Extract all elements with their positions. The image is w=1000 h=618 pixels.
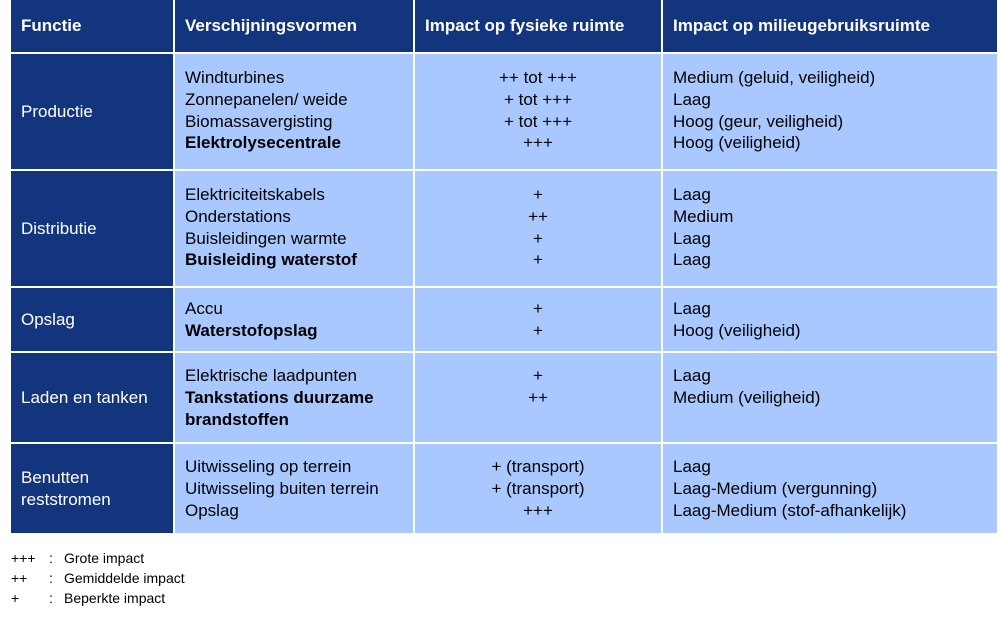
- physical-impact: ++ tot +++: [499, 68, 577, 87]
- physical-impact: +: [533, 250, 543, 270]
- form-item: brandstoffen: [185, 409, 289, 429]
- form-item: Waterstofopslag: [185, 320, 318, 340]
- physical-impact-cell: [415, 288, 663, 353]
- physical-impact: +: [533, 366, 543, 385]
- env-impact-cell: [663, 171, 997, 288]
- env-impact: Hoog (veiligheid): [673, 133, 801, 153]
- function-cell: Productie: [11, 54, 175, 171]
- physical-impact: + (transport): [491, 457, 585, 476]
- env-impact: Laag: [673, 228, 711, 248]
- physical-impact: +: [533, 299, 543, 318]
- form-item: Buisleiding waterstof: [185, 250, 357, 270]
- env-impact: Laag: [673, 89, 711, 109]
- physical-impact-cell: [415, 353, 663, 444]
- legend-label: Gemiddelde impact: [64, 570, 185, 586]
- form-item: Accu: [185, 299, 223, 318]
- legend-symbol: ++: [11, 570, 28, 586]
- legend-symbol: +: [11, 590, 20, 606]
- env-impact: Laag: [673, 457, 711, 476]
- legend-item: [11, 588, 185, 608]
- header-functie: Functie: [11, 0, 175, 54]
- forms-cell: [175, 353, 415, 444]
- env-impact: Laag-Medium (stof-afhankelijk): [673, 500, 907, 520]
- function-cell: [11, 444, 175, 535]
- legend-symbol: +++: [11, 550, 36, 566]
- form-item: Zonnepanelen/ weide: [185, 89, 348, 109]
- legend-item: [11, 548, 185, 568]
- form-item: Uitwisseling buiten terrein: [185, 478, 379, 498]
- physical-impact: ++: [528, 206, 548, 226]
- physical-impact: ++: [528, 387, 548, 407]
- legend: [11, 548, 185, 608]
- form-item: Tankstations duurzame: [185, 387, 374, 407]
- table-row: [11, 353, 997, 444]
- physical-impact: +: [533, 320, 543, 340]
- env-impact: Medium (veiligheid): [673, 387, 821, 407]
- form-item: Onderstations: [185, 206, 291, 226]
- physical-impact: +: [533, 185, 543, 204]
- forms-cell: [175, 171, 415, 288]
- table-row: [11, 54, 997, 171]
- form-item: Elektriciteitskabels: [185, 185, 325, 204]
- env-impact-cell: [663, 288, 997, 353]
- header-impact-fysieke-ruimte: Impact op fysieke ruimte: [415, 0, 663, 54]
- env-impact: Laag: [673, 366, 711, 385]
- forms-cell: [175, 288, 415, 353]
- legend-separator: :: [49, 550, 53, 566]
- form-item: Windturbines: [185, 68, 285, 87]
- env-impact: Laag: [673, 299, 711, 318]
- function-cell: Laden en tanken: [11, 353, 175, 444]
- function-label: Benutten reststromen: [21, 467, 111, 509]
- legend-separator: :: [49, 570, 53, 586]
- physical-impact-cell: [415, 444, 663, 535]
- env-impact-cell: [663, 353, 997, 444]
- header-verschijningsvormen: Verschijningsvormen: [175, 0, 415, 54]
- env-impact: Medium: [673, 206, 734, 226]
- forms-cell: [175, 444, 415, 535]
- physical-impact: + tot +++: [503, 111, 573, 131]
- table-row: [11, 444, 997, 535]
- form-item: Elektrische laadpunten: [185, 366, 358, 385]
- env-impact: Laag-Medium (vergunning): [673, 478, 878, 498]
- form-item: Opslag: [185, 500, 239, 520]
- env-impact-cell: [663, 54, 997, 171]
- form-item: Buisleidingen warmte: [185, 228, 347, 248]
- env-impact: Medium (geluid, veiligheid): [673, 68, 876, 87]
- physical-impact: +: [533, 228, 543, 248]
- physical-impact: + (transport): [491, 478, 585, 498]
- physical-impact-cell: [415, 171, 663, 288]
- forms-cell: [175, 54, 415, 171]
- function-cell: Opslag: [11, 288, 175, 353]
- form-item: Biomassavergisting: [185, 111, 333, 131]
- env-impact: Hoog (veiligheid): [673, 320, 801, 340]
- form-item: Uitwisseling op terrein: [185, 457, 352, 476]
- table-row: [11, 288, 997, 353]
- env-impact: Laag: [673, 185, 711, 204]
- table-row: [11, 171, 997, 288]
- env-impact: Laag: [673, 250, 711, 270]
- legend-item: [11, 568, 185, 588]
- function-cell: Distributie: [11, 171, 175, 288]
- header-impact-milieugebruiksruimte: Impact op milieugebruiksruimte: [663, 0, 997, 54]
- physical-impact: + tot +++: [503, 89, 573, 109]
- physical-impact-cell: [415, 54, 663, 171]
- legend-separator: :: [49, 590, 53, 606]
- env-impact: Hoog (geur, veiligheid): [673, 111, 844, 131]
- env-impact-cell: [663, 444, 997, 535]
- table-header-row: [11, 0, 997, 54]
- impact-table: [11, 0, 997, 535]
- legend-label: Beperkte impact: [64, 590, 166, 606]
- legend-label: Grote impact: [64, 550, 145, 566]
- physical-impact: +++: [523, 500, 553, 520]
- form-item: Elektrolysecentrale: [185, 133, 341, 153]
- physical-impact: +++: [523, 133, 553, 153]
